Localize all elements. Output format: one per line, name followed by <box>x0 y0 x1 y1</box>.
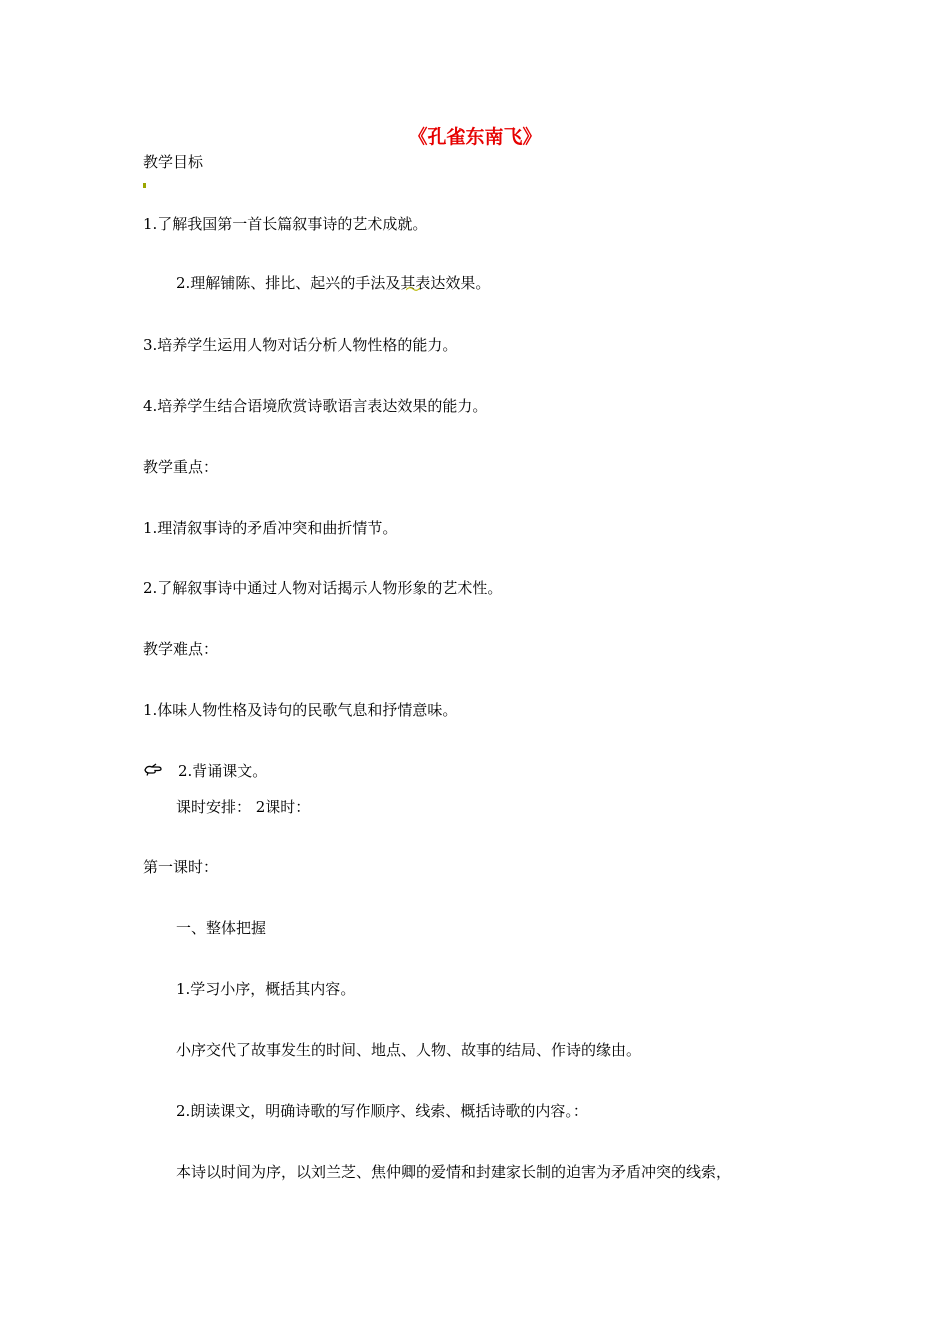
section-heading-difficulties: 教学难点： <box>143 640 219 658</box>
paragraph: 本诗以时间为序，以刘兰芝、焦仲卿的爱情和封建家长制的迫害为矛盾冲突的线索， <box>176 1163 732 1181</box>
difficulty-item: 2.背诵课文。 <box>178 762 268 780</box>
lesson-heading: 第一课时： <box>143 858 219 876</box>
task-item: 1.学习小序，概括其内容。 <box>176 980 356 998</box>
document-title: 《孔雀东南飞》 <box>408 126 542 148</box>
key-point-item: 2.了解叙事诗中通过人物对话揭示人物形象的艺术性。 <box>143 579 503 597</box>
paragraph: 小序交代了故事发生的时间、地点、人物、故事的结局、作诗的缘由。 <box>176 1041 642 1059</box>
objective-item: 1.了解我国第一首长篇叙事诗的艺术成就。 <box>143 215 428 233</box>
hand-pointer-icon <box>143 761 163 777</box>
objective-item: 4.培养学生结合语境欣赏诗歌语言表达效果的能力。 <box>143 397 488 415</box>
task-item: 2.朗读课文，明确诗歌的写作顺序、线索、概括诗歌的内容。： <box>176 1102 588 1120</box>
objective-item: 2.理解铺陈、排比、起兴的手法及其表达效果。 <box>176 274 491 292</box>
subsection-heading: 一、整体把握 <box>176 919 267 937</box>
decorative-dot <box>143 183 146 188</box>
schedule-line: 课时安排： 2课时： <box>176 798 311 816</box>
objective-item: 3.培养学生运用人物对话分析人物性格的能力。 <box>143 336 458 354</box>
section-heading-objectives: 教学目标 <box>143 153 204 171</box>
key-point-item: 1.理清叙事诗的矛盾冲突和曲折情节。 <box>143 519 398 537</box>
difficulty-item: 1.体味人物性格及诗句的民歌气息和抒情意味。 <box>143 701 458 719</box>
section-heading-key-points: 教学重点： <box>143 458 219 476</box>
squiggle-mark-icon <box>406 286 420 292</box>
